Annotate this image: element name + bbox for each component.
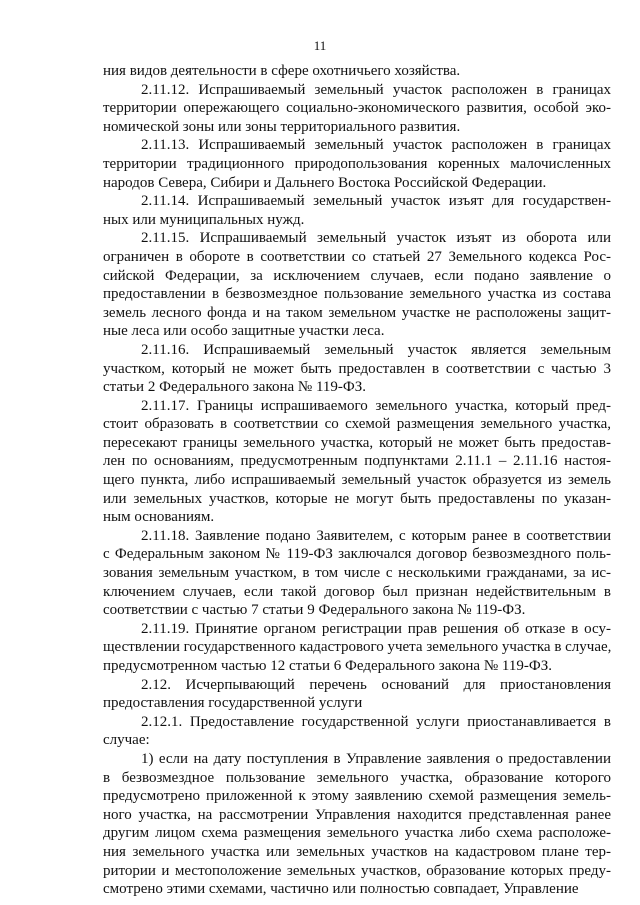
text-line: ществлении государственного кадастрового учета земельного участка в случае, bbox=[103, 639, 611, 656]
text-line: 2.11.17. Границы испрашиваемого земельного участка, который пред- bbox=[141, 397, 611, 414]
text-line: в безвозмездное пользование земельного участка, образование которого bbox=[103, 769, 611, 786]
text-line: ключением случаев, если такой договор был признан недействительным в bbox=[103, 583, 611, 600]
text-line: предоставлении в безвозмездное пользование земельного участка из состава bbox=[103, 286, 611, 303]
text-line: 1) если на дату поступления в Управление заявления о предоставлении bbox=[141, 750, 611, 767]
paragraph bbox=[103, 62, 611, 81]
text-line: ного участка, на рассмотрении Управления находится представленная ранее bbox=[103, 806, 611, 823]
text-line: 2.11.14. Испрашиваемый земельный участок изъят для государствен- bbox=[141, 193, 611, 210]
text-line: земель лесного фонда и на таком земельном участке не расположены защит- bbox=[103, 304, 611, 321]
text-line: предоставления государственной услуги bbox=[103, 695, 363, 712]
text-line: ные леса или особо защитные участки леса. bbox=[103, 323, 385, 340]
paragraph bbox=[103, 81, 611, 137]
paragraph bbox=[103, 676, 611, 713]
text-line: участком, который не может быть предоставлен в соответствии с частью 3 bbox=[103, 360, 611, 377]
text-line: 2.11.15. Испрашиваемый земельный участок изъят из оборота или bbox=[141, 230, 611, 247]
text-line: ным основаниям. bbox=[103, 509, 215, 526]
text-line: 2.11.12. Испрашиваемый земельный участок расположен в границах bbox=[141, 81, 611, 98]
text-line: лен по основаниям, предусмотренным подпунктами 2.11.1 – 2.11.16 настоя- bbox=[103, 453, 611, 470]
paragraph bbox=[103, 527, 611, 620]
text-line: территории опережающего социально-экономического развития, особой эко- bbox=[103, 100, 611, 117]
paragraph bbox=[103, 620, 611, 676]
text-line: стоит образовать в соответствии со схемой размещения земельного участка, bbox=[103, 416, 611, 433]
paragraph bbox=[103, 341, 611, 397]
text-line: предусмотренном частью 12 статьи 6 Федерального закона № 119-ФЗ. bbox=[103, 658, 552, 674]
text-line: соответствии с частью 7 статьи 9 Федерального закона № 119-ФЗ. bbox=[103, 602, 526, 619]
text-line: случае: bbox=[103, 732, 150, 749]
text-line: 2.11.13. Испрашиваемый земельный участок расположен в границах bbox=[141, 137, 611, 154]
page-number: 11 bbox=[313, 38, 327, 53]
text-line: номической зоны или зоны территориального развития. bbox=[103, 118, 461, 135]
text-line: предусмотрено приложенной к этому заявлению схемой размещения земель- bbox=[103, 788, 611, 805]
text-line: другим лицом схема размещения земельного участка либо схема расположе- bbox=[103, 825, 611, 842]
text-line: ния видов деятельности в сфере охотничьего хозяйства. bbox=[103, 63, 461, 79]
text-line: народов Севера, Сибири и Дальнего Востока Российской Федерации. bbox=[103, 174, 547, 191]
text-line: смотрено этими схемами, частично или полностью совпадает, Управление bbox=[103, 881, 579, 898]
text-line: сийской Федерации, за исключением случаев, если подано заявление о bbox=[103, 267, 611, 284]
text-line: 2.12.1. Предоставление государственной услуги приостанавливается в bbox=[141, 713, 611, 730]
paragraph bbox=[103, 397, 611, 527]
paragraph bbox=[103, 229, 611, 341]
text-line: ритории и местоположение земельных участков, образование которых преду- bbox=[103, 862, 611, 879]
text-line: 2.11.18. Заявление подано Заявителем, с которым ранее в соответствии bbox=[141, 527, 611, 544]
body-text bbox=[103, 62, 611, 899]
text-line: ных или муниципальных нужд. bbox=[103, 211, 305, 228]
paragraph bbox=[103, 713, 611, 750]
text-line: зования земельным участком, в том числе с несколькими гражданами, за ис- bbox=[103, 565, 611, 582]
paragraph bbox=[103, 136, 611, 192]
paragraph bbox=[103, 750, 611, 899]
paragraph bbox=[103, 192, 611, 229]
text-line: территории традиционного природопользования коренных малочисленных bbox=[103, 155, 611, 172]
text-line: или земельных участков, которые не могут быть предоставлены по указан- bbox=[103, 490, 611, 507]
text-line: 2.12. Исчерпывающий перечень оснований для приостановления bbox=[141, 676, 611, 693]
text-line: статьи 2 Федерального закона № 119-ФЗ. bbox=[103, 379, 367, 396]
text-line: 2.11.16. Испрашиваемый земельный участок является земельным bbox=[141, 341, 611, 358]
text-line: 2.11.19. Принятие органом регистрации прав решения об отказе в осу- bbox=[141, 620, 611, 637]
text-line: пересекают границы земельного участка, который не может быть предостав- bbox=[103, 434, 611, 451]
text-line: ограничен в обороте в соответствии со статьей 27 Земельного кодекса Рос- bbox=[103, 248, 611, 265]
text-line: щего пункта, либо испрашиваемый земельный участок образуется из земель bbox=[103, 472, 611, 489]
text-line: ния земельного участка или земельных участков на кадастровом плане тер- bbox=[103, 843, 611, 860]
text-line: с Федеральным законом № 119-ФЗ заключался договор безвозмездного поль- bbox=[103, 546, 611, 563]
